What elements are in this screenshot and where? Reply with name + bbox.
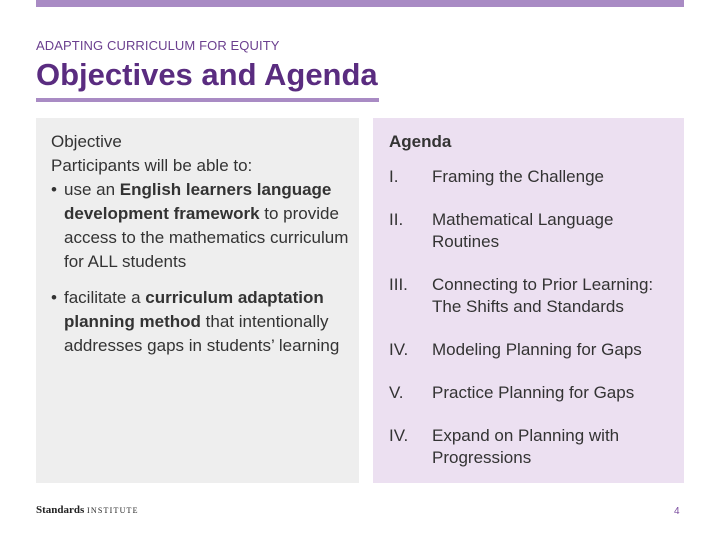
page-number: 4 (674, 506, 680, 517)
logo-wordmark-primary: Standards (36, 504, 85, 516)
agenda-item-text: Mathematical Language Routines (432, 210, 614, 251)
agenda-heading: Agenda (389, 132, 452, 151)
logo-wordmark-secondary: INSTITUTE (87, 506, 139, 515)
agenda-item-text: Framing the Challenge (432, 167, 604, 186)
objective-bullet (51, 286, 356, 358)
agenda-item (389, 339, 679, 361)
agenda-item-text: Expand on Planning with Progressions (432, 426, 620, 467)
agenda-item-number: V. (389, 383, 404, 402)
agenda-item (389, 166, 679, 188)
agenda-item-number: III. (389, 275, 408, 294)
standards-institute-logo (36, 504, 139, 516)
agenda-item-number: IV. (389, 340, 409, 359)
agenda-item-number: IV. (389, 426, 409, 445)
bullet-dot: • (51, 180, 57, 199)
agenda-item (389, 425, 679, 469)
objective-heading: Objective (51, 132, 122, 151)
agenda-item-text: Practice Planning for Gaps (432, 383, 635, 402)
agenda-item (389, 274, 679, 318)
agenda-item-number: I. (389, 167, 399, 186)
slide-title: Objectives and Agenda (36, 57, 378, 92)
agenda-item (389, 382, 679, 404)
bullet-text: use an (64, 180, 120, 199)
objective-content (51, 130, 356, 358)
bullet-bold-text: curriculum adaptation planning method (64, 288, 324, 331)
bullet-bold-text: English learners language development framework (64, 180, 332, 223)
top-accent-bar (36, 0, 684, 7)
objective-intro: Participants will be able to: (51, 156, 253, 175)
agenda-item (389, 209, 679, 253)
bullet-text: that intentionally addresses gaps in students’ learning (64, 312, 340, 355)
title-underline (36, 98, 379, 102)
bullet-text: facilitate a (64, 288, 146, 307)
objective-bullet (51, 178, 356, 274)
agenda-item-text: Connecting to Prior Learning: The Shifts and Standards (432, 275, 654, 316)
bullet-text: to provide access to the mathematics curriculum for ALL students (64, 204, 349, 271)
agenda-item-text: Modeling Planning for Gaps (432, 340, 642, 359)
slide-eyebrow: ADAPTING CURRICULUM FOR EQUITY (36, 38, 280, 53)
bullet-dot: • (51, 288, 57, 307)
agenda-item-number: II. (389, 210, 404, 229)
